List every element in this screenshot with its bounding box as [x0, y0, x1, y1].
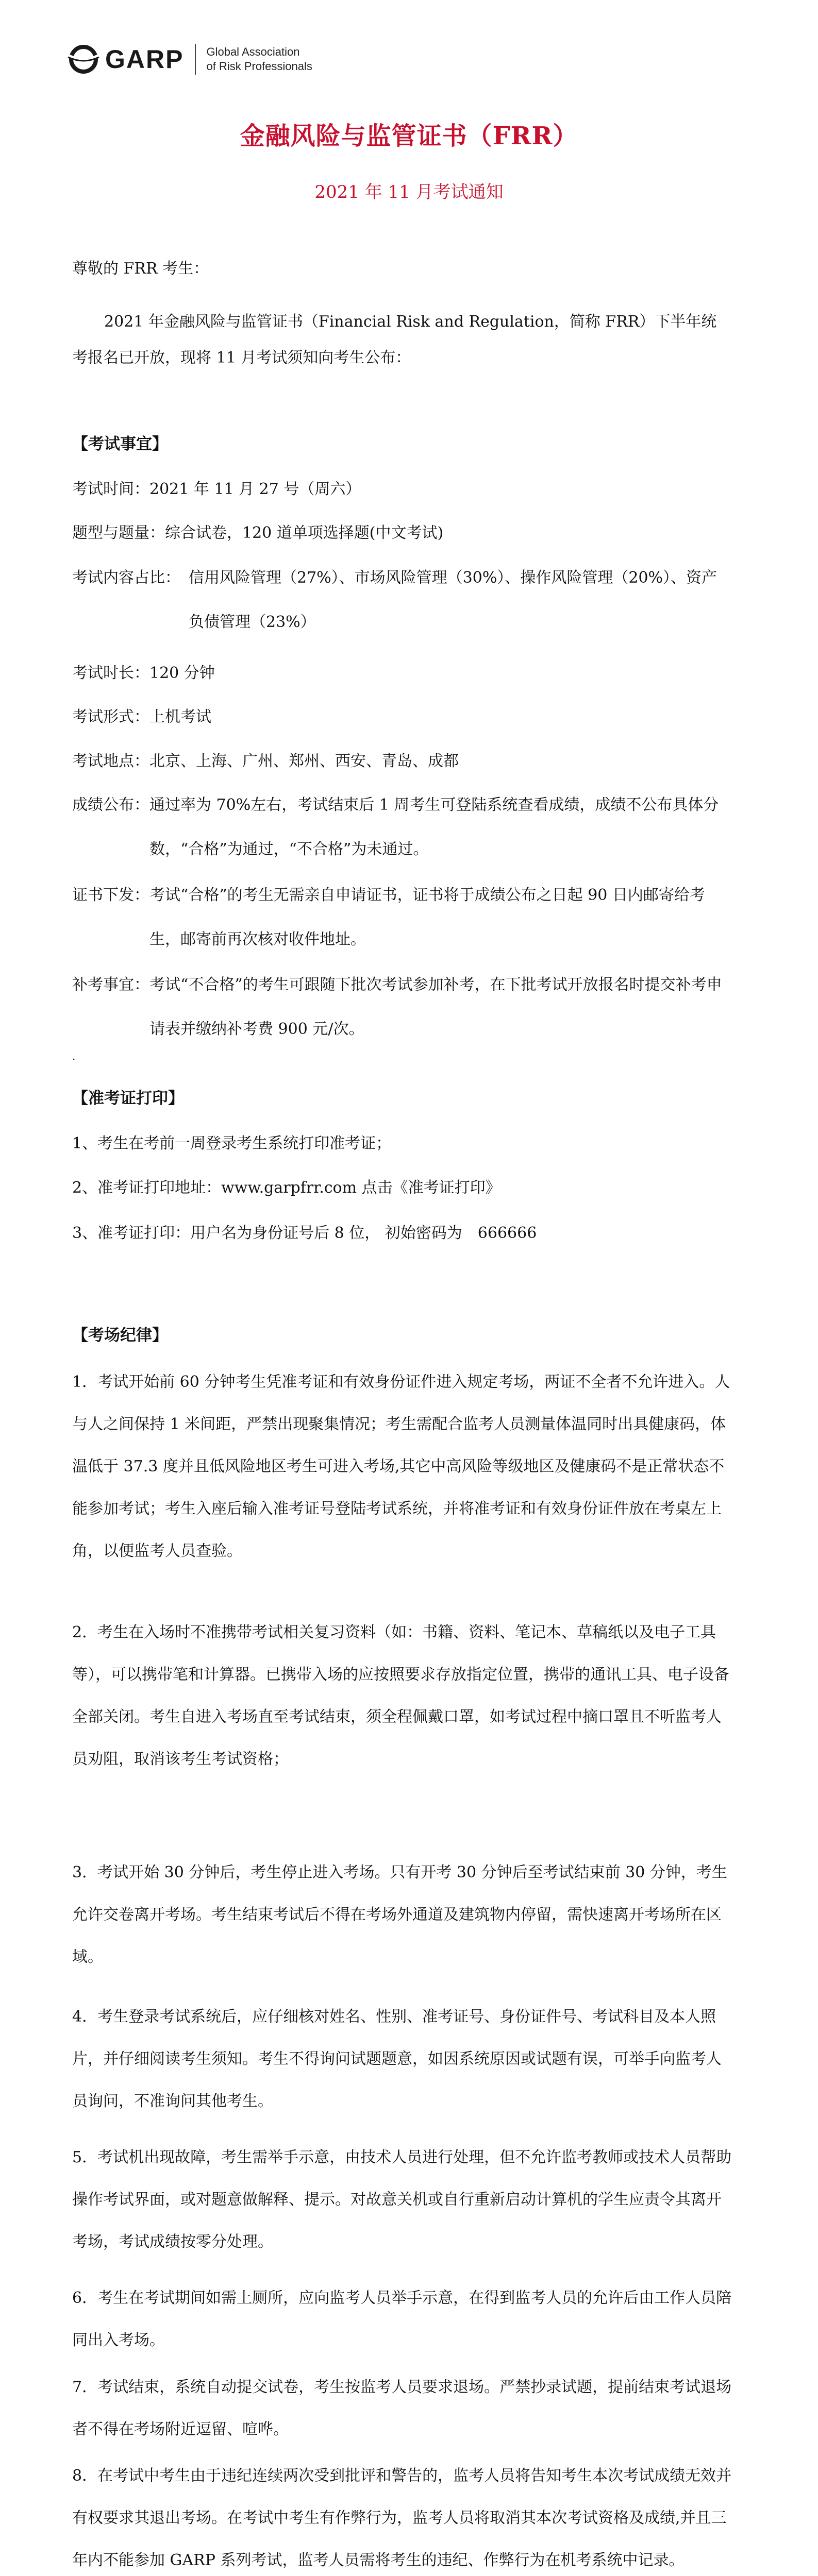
exam-info-label: 题型与题量：: [72, 524, 165, 542]
section-heading: 【考场纪律】: [72, 1326, 168, 1345]
logo-divider: [195, 44, 196, 75]
exam-info-value: 120 分钟: [149, 664, 215, 682]
section-heading: 【准考证打印】: [72, 1089, 184, 1108]
exam-info-label: 考试时间：: [72, 480, 149, 498]
header: [67, 36, 312, 82]
section-heading: 【考试事宜】: [72, 435, 168, 453]
exam-info-row: [72, 662, 732, 685]
rule-paragraph: 4．考生登录考试系统后，应仔细核对姓名、性别、准考证号、身份证件号、考试科目及本人照片，并仔细阅读考生须知。考生不得询问试题题意，如因系统原因或试题有误，可举手向监考人员询问，不准询问其他考生。: [72, 2008, 722, 2110]
exam-info-label: 考试时长：: [72, 664, 149, 682]
exam-info-row: [72, 750, 732, 773]
exam-info-value: 2021 年 11 月 27 号（周六）: [149, 480, 361, 498]
admission-heading: [72, 1087, 732, 1110]
rule-paragraph: 1．考试开始前 60 分钟考生凭准考证和有效身份证件进入规定考场，两证不全者不允许进入。人与人之间保持 1 米间距，严禁出现聚集情况；考生需配合监考人员测量体温同时出具健康码，体温低于 37.3 度并且低风险地区考生可进入考场,其它中高风险等级地区及健康码不是正常状态不能参加考试；考生入座后输入准考证号登陆考试系统，并将准考证和有效身份证件放在考桌左上角，以便监考人员查验。: [72, 1373, 730, 1560]
trailing-mark: .: [72, 1050, 76, 1062]
rule-paragraph: 5．考试机出现故障，考生需举手示意，由技术人员进行处理，但不允许监考教师或技术人员帮助操作考试界面，或对题意做解释、提示。对故意关机或自行重新启动计算机的学生应责令其离开考场，考试成绩按零分处理。: [72, 2148, 732, 2251]
org-name-line1: Global Association: [206, 45, 300, 58]
exam-info-value: 综合试卷，120 道单项选择题(中文考试): [165, 524, 444, 542]
exam-info-value: 考试“合格”的考生无需亲自申请证书，证书将于成绩公布之日起 90 日内邮寄给考生，邮寄前再次核对收件地址。: [149, 886, 705, 948]
exam-info-label: 考试地点：: [72, 752, 149, 770]
exam-info-label: 补考事宜：: [72, 976, 149, 994]
exam-info-row: [72, 884, 732, 962]
exam-info-heading: [72, 433, 732, 456]
intro-paragraph: 2021 年金融风险与监管证书（Financial Risk and Regulation，简称 FRR）下半年统考报名已开放，现将 11 月考试须知向考生公布：: [72, 313, 717, 367]
admission-item: 2、准考证打印地址：www.garpfrr.com 点击《准考证打印》: [72, 1179, 501, 1197]
exam-info-label: 证书下发：: [72, 886, 149, 904]
exam-info-row: [72, 706, 732, 728]
rule-paragraph: 6．考生在考试期间如需上厕所，应向监考人员举手示意，在得到监考人员的允许后由工作人员陪同出入考场。: [72, 2289, 732, 2349]
page-title: 金融风险与监管证书（FRR）: [240, 122, 578, 150]
exam-info-value: 信用风险管理（27%）、市场风险管理（30%）、操作风险管理（20%）、资产负债管理（23%）: [189, 569, 717, 631]
exam-info-row: [72, 522, 732, 545]
rule-paragraph: 8．在考试中考生由于违纪连续两次受到批评和警告的，监考人员将告知考生本次考试成绩无效并有权要求其退出考场。在考试中考生有作弊行为，监考人员将取消其本次考试资格及成绩,并且三年内不能参加 GARP 系列考试，监考人员需将考生的违纪、作弊行为在机考系统中记录。: [72, 2467, 732, 2569]
exam-info-label: 考试内容占比：: [72, 569, 180, 587]
exam-info-value: 考试“不合格”的考生可跟随下批次考试参加补考，在下批考试开放报名时提交补考申请表并缴纳补考费 900 元/次。: [149, 976, 722, 1038]
org-name-line2: of Risk Professionals: [206, 60, 312, 73]
admission-item: 1、考生在考前一周登录考生系统打印准考证；: [72, 1134, 392, 1153]
exam-info-row: [72, 567, 732, 645]
exam-info-row: [72, 794, 732, 872]
admission-item: 3、准考证打印：用户名为身份证号后 8 位， 初始密码为 666666: [72, 1224, 537, 1242]
exam-info-label: 考试形式：: [72, 708, 149, 726]
greeting: 尊敬的 FRR 考生：: [72, 260, 209, 278]
rule-paragraph: 3．考试开始 30 分钟后，考生停止进入考场。只有开考 30 分钟后至考试结束前 30 分钟，考生允许交卷离开考场。考生结束考试后不得在考场外通道及建筑物内停留，需快速离开考场所在区域。: [72, 1863, 727, 1966]
exam-info-row: [72, 974, 732, 1052]
garp-logo-icon: [67, 43, 100, 76]
exam-info-value: 通过率为 70%左右，考试结束后 1 周考生可登陆系统查看成绩，成绩不公布具体分数，“合格”为通过，“不合格”为未通过。: [149, 796, 719, 858]
rule-paragraph: 7．考试结束，系统自动提交试卷，考生按监考人员要求退场。严禁抄录试题，提前结束考试退场者不得在考场附近逗留、喧哗。: [72, 2378, 732, 2438]
exam-info-row: [72, 478, 732, 501]
logo-text: GARP: [105, 45, 184, 74]
exam-info-value: 北京、上海、广州、郑州、西安、青岛、成都: [149, 752, 459, 770]
rule-paragraph: 2．考生在入场时不准携带考试相关复习资料（如：书籍、资料、笔记本、草稿纸以及电子工具等），可以携带笔和计算器。已携带入场的应按照要求存放指定位置，携带的通讯工具、电子设备全部关闭。考生自进入考场直至考试结束，须全程佩戴口罩，如考试过程中摘口罩且不听监考人员劝阻，取消该考生考试资格；: [72, 1623, 729, 1768]
rules-heading: [72, 1324, 732, 1347]
page-subtitle: 2021 年 11 月考试通知: [314, 182, 504, 202]
org-name: [206, 45, 312, 74]
exam-info-label: 成绩公布：: [72, 796, 149, 814]
exam-info-value: 上机考试: [149, 708, 211, 726]
